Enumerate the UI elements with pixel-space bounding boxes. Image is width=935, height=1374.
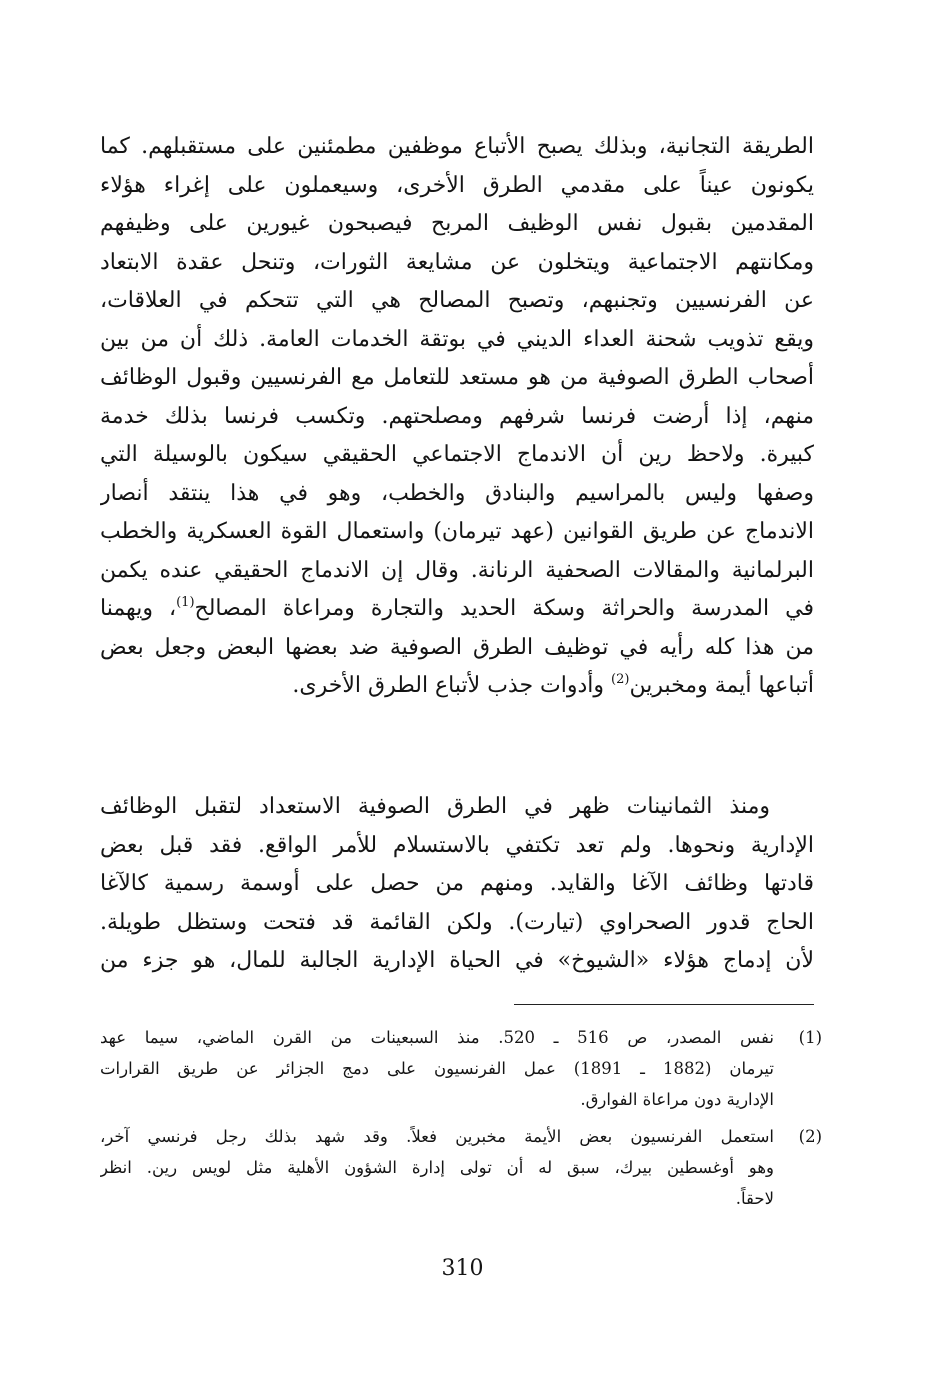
footnote-2	[100, 1121, 822, 1214]
footnote-1	[100, 1022, 822, 1115]
paragraph-2-line: الإدارية ونحوها. ولم تعد تكتفي بالاستسلام للأمر الواقع. فقد قبل بعض	[100, 832, 814, 858]
footnote-ref-2[interactable]: (2)	[611, 672, 630, 687]
paragraph-2-line: لأن إدماج هؤلاء «الشيوخ» في الحياة الإدارية الجالبة للمال، هو جزء من	[100, 948, 814, 973]
paragraph-2-line: ومنذ الثمانينات ظهر في الطرق الصوفية الاستعداد لتقبل الوظائف	[100, 794, 770, 819]
footnote-number: (2)	[798, 1127, 822, 1146]
paragraph-1-line: عن الفرنسيين وتجنبهم، وتصبح المصالح هي التي تتحكم في العلاقات،	[100, 288, 814, 313]
paragraph-1-line: الطريقة التجانية، وبذلك يصبح الأتباع موظفين مطمئنين على مستقبلهم. كما	[100, 134, 814, 159]
paragraph-1-line-with-footnote-ref	[100, 590, 814, 629]
line-text: ، ويهمنا	[100, 596, 177, 621]
footnote-line: نفس المصدر، ص 516 ـ 520. منذ السبعينات من القرن الماضي، سيما عهد	[100, 1028, 774, 1047]
paragraph-1-line: ويقع تذويب شحنة العداء الديني في بوتقة الخدمات العامة. ذلك أن من بين	[100, 326, 814, 352]
footnote-line: لاحقاً.	[735, 1189, 774, 1208]
footnote-number: (1)	[798, 1028, 822, 1047]
paragraph-1-line: أصحاب الطرق الصوفية من هو مستعد للتعامل مع الفرنسيين وقبول الوظائف	[100, 365, 814, 390]
paragraph-1-line: المقدمين بقبول نفس الوظيف المربح فيصبحون غيورين على وظيفهم	[100, 211, 814, 236]
paragraph-1-line: وصفها وليس بالمراسيم والبنادق والخطب، وهو في هذا ينتقد أنصار	[100, 480, 814, 506]
footnote-separator	[514, 1004, 814, 1005]
page-number: 310	[441, 1256, 484, 1281]
footnote-line: وهو أوغسطين بيرك، سبق له أن تولى إدارة الشؤون الأهلية مثل لويس رين. انظر	[100, 1158, 774, 1177]
paragraph-1-line-with-footnote-ref	[100, 667, 814, 706]
paragraph-1-line: كبيرة. ولاحظ رين أن الاندماج الاجتماعي الحقيقي سيكون بالوسيلة التي	[100, 442, 814, 467]
paragraph-1-line: البرلمانية والمقالات الصحفية الرنانة. وقال إن الاندماج الحقيقي عنده يكمن	[100, 557, 814, 583]
paragraph-1-line: ومكانتهم الاجتماعية ويتخلون عن مشايعة الثورات، وتنحل عقدة الابتعاد	[100, 249, 814, 275]
paragraph-2	[100, 788, 814, 981]
paragraph-1-line: الاندماج عن طريق القوانين (عهد تيرمان) واستعمال القوة العسكرية والخطب	[100, 519, 814, 544]
line-text: أتباعها أيمة ومخبرين	[629, 673, 814, 698]
line-text: في المدرسة والحراثة وسكة الحديد والتجارة ومراعاة المصالح	[194, 596, 814, 621]
footnotes	[100, 1022, 822, 1220]
footnote-ref-1[interactable]: (1)	[176, 595, 195, 610]
paragraph-1-line: من هذا كله رأيه في توظيف الطرق الصوفية ضد بعضها البعض وجعل بعض	[100, 634, 814, 660]
footnote-line: الإدارية دون مراعاة الفوارق.	[580, 1090, 774, 1109]
footnote-line: استعمل الفرنسيون بعض الأيمة مخبرين فعلاً. وقد شهد بذلك رجل فرنسي آخر،	[100, 1127, 774, 1146]
paragraph-1	[100, 128, 814, 706]
footnote-line: تيرمان (1882 ـ 1891) عمل الفرنسيون على دمج الجزائر عن طريق القرارات	[100, 1059, 774, 1078]
paragraph-1-line: منهم، إذا أرضت فرنسا شرفهم ومصلحتهم. وتكسب فرنسا بذلك خدمة	[100, 403, 814, 429]
paragraph-2-line: قادتها وظائف الآغا والقايد. ومنهم من حصل على أوسمة رسمية كالآغا	[100, 871, 814, 896]
paragraph-1-line: يكونون عيناً على مقدمي الطرق الأخرى، وسيعملون على إغراء هؤلاء	[100, 172, 814, 198]
paragraph-2-line: الحاج قدور الصحراوي (تيارت). ولكن القائمة قد فتحت وستظل طويلة.	[100, 909, 814, 935]
line-text: وأدوات جذب لأتباع الطرق الأخرى.	[292, 673, 612, 698]
